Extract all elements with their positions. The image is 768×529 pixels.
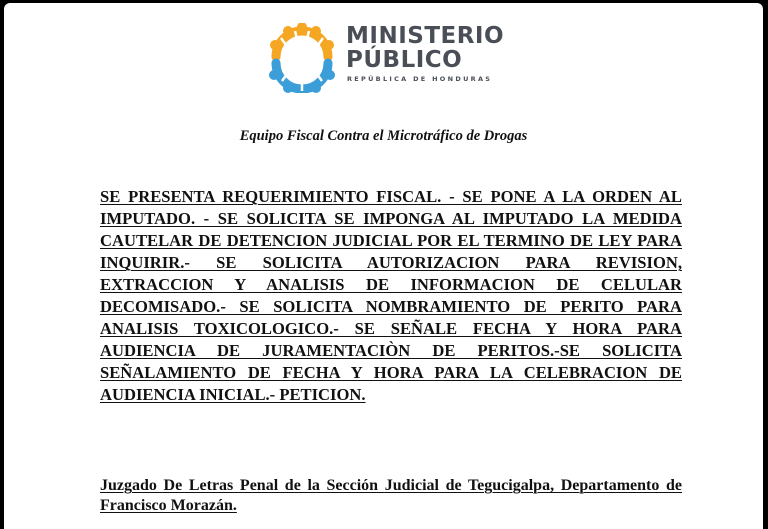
logo-name-line2: PÚBLICO xyxy=(346,47,463,73)
ministerio-publico-logo xyxy=(266,23,506,93)
team-title: Equipo Fiscal Contra el Microtráfico de Drogas xyxy=(239,128,528,144)
document-page xyxy=(4,3,763,529)
people-circle-emblem-icon xyxy=(266,23,338,93)
document-heading: SE PRESENTA REQUERIMIENTO FISCAL. - SE PONE A LA ORDEN AL IMPUTADO. - SE SOLICITA SE IMPONGA AL IMPUTADO LA MEDIDA CAUTELAR DE DETENCION JUDICIAL POR EL TERMINO DE LEY PARA INQUIRIR.- SE SOLICITA AUTORIZACION PARA REVISION, EXTRACCION Y ANALISIS DE INFORMACION DE CELULAR DECOMISADO.- SE SOLICITA NOMBRAMIENTO DE PERITO PARA ANALISIS TOXICOLOGICO.- SE SEÑALE FECHA Y HORA PARA AUDIENCIA DE JURAMENTACIÒN DE PERITOS.-SE SOLICITA SEÑALAMIENTO DE FECHA Y HORA PARA LA CELEBRACION DE AUDIENCIA INICIAL.- PETICION. xyxy=(100,187,682,404)
court-address: Juzgado De Letras Penal de la Sección Judicial de Tegucigalpa, Departamento de Francisco Morazán. xyxy=(100,477,682,514)
logo-name-line1: MINISTERIO xyxy=(346,23,505,49)
logo-subtitle: REPÚBLICA DE HONDURAS xyxy=(347,75,493,83)
